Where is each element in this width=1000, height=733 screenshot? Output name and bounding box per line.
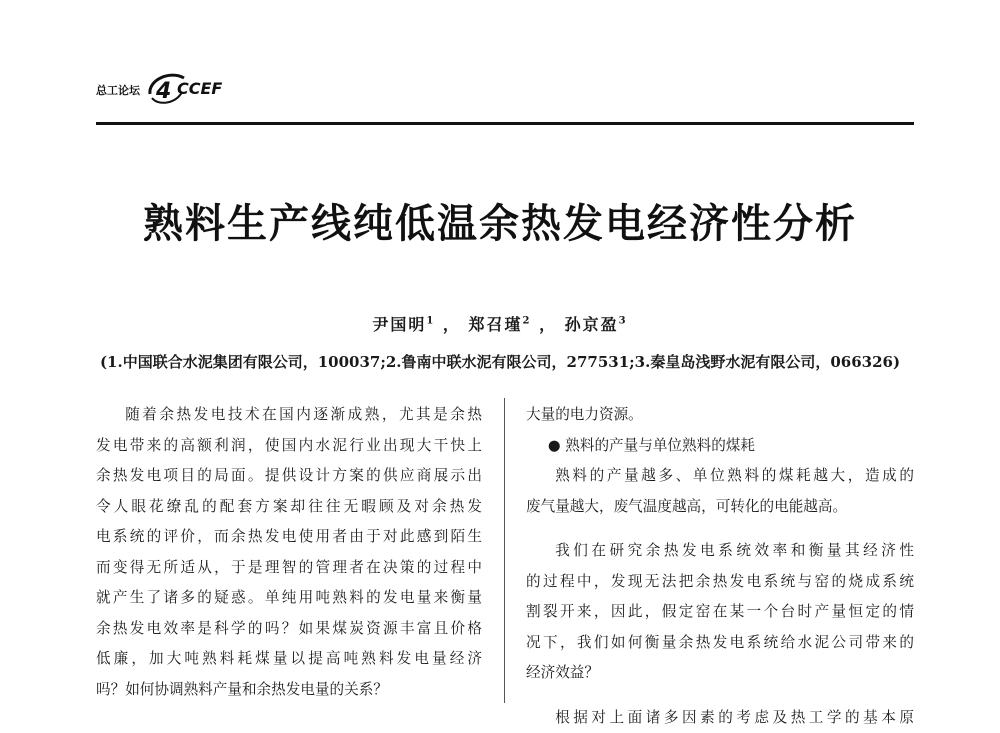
author-separator: ， xyxy=(539,315,557,334)
left-column xyxy=(96,400,482,705)
header-rule xyxy=(96,122,914,125)
body-line: 经济效益？ xyxy=(526,658,914,689)
affiliations: (1.中国联合水泥集团有限公司，100037;2.鲁南中联水泥有限公司，277531;3.秦皇岛浅野水泥有限公司，066326) xyxy=(0,351,1000,372)
body-line: 废气量越大，废气温度越高，可转化的电能越高。 xyxy=(526,492,914,523)
author-sup: 2 xyxy=(523,316,532,327)
body-line: 况下，我们如何衡量余热发电系统给水泥公司带来的 xyxy=(526,628,914,659)
body-line: 低廉，加大吨熟料耗煤量以提高吨熟料发电量经济 xyxy=(96,644,482,675)
right-column xyxy=(526,400,914,733)
body-line: 大量的电力资源。 xyxy=(526,400,914,431)
body-line: 电系统的评价，而余热发电使用者由于对此感到陌生 xyxy=(96,522,482,553)
body-line: 熟料的产量越多、单位熟料的煤耗越大，造成的 xyxy=(526,461,914,492)
author-sup: 3 xyxy=(619,316,628,327)
logo-mark-text: CCEF xyxy=(177,79,222,98)
author-sup: 1 xyxy=(426,316,435,327)
logo-left-text: 总工论坛 xyxy=(96,82,140,98)
body-line: 我们在研究余热发电系统效率和衡量其经济性 xyxy=(526,536,914,567)
body-line: 而变得无所适从，于是理智的管理者在决策的过程中 xyxy=(96,553,482,584)
paragraph-gap xyxy=(526,522,914,536)
paper-title: 熟料生产线纯低温余热发电经济性分析 xyxy=(0,192,1000,249)
body-line: 吗？如何协调熟料产量和余热发电量的关系？ xyxy=(96,675,482,706)
author-name: 孙京盈 xyxy=(565,315,619,334)
body-line: 余热发电项目的局面。提供设计方案的供应商展示出 xyxy=(96,461,482,492)
body-line: 就产生了诸多的疑惑。单纯用吨熟料的发电量来衡量 xyxy=(96,583,482,614)
author-name: 郑召瑾 xyxy=(469,315,523,334)
bullet-heading: ● 熟料的产量与单位熟料的煤耗 xyxy=(526,431,914,462)
body-line: 令人眼花缭乱的配套方案却往往无暇顾及对余热发 xyxy=(96,492,482,523)
body-line: 根据对上面诸多因素的考虑及热工学的基本原 xyxy=(526,703,914,733)
logo-digit: 4 xyxy=(155,79,171,104)
journal-logo xyxy=(84,64,224,114)
paragraph-gap xyxy=(526,689,914,703)
body-line: 随着余热发电技术在国内逐渐成熟，尤其是余热 xyxy=(96,400,482,431)
body-line: 割裂开来，因此，假定窑在某一个台时产量恒定的情 xyxy=(526,597,914,628)
author-line xyxy=(0,312,1000,335)
author-separator: ， xyxy=(443,315,461,334)
body-line: 的过程中，发现无法把余热发电系统与窑的烧成系统 xyxy=(526,567,914,598)
author-name: 尹国明 xyxy=(372,315,426,334)
body-line: 发电带来的高额利润，使国内水泥行业出现大干快上 xyxy=(96,431,482,462)
column-divider xyxy=(504,398,505,703)
body-line: 余热发电效率是科学的吗？如果煤炭资源丰富且价格 xyxy=(96,614,482,645)
